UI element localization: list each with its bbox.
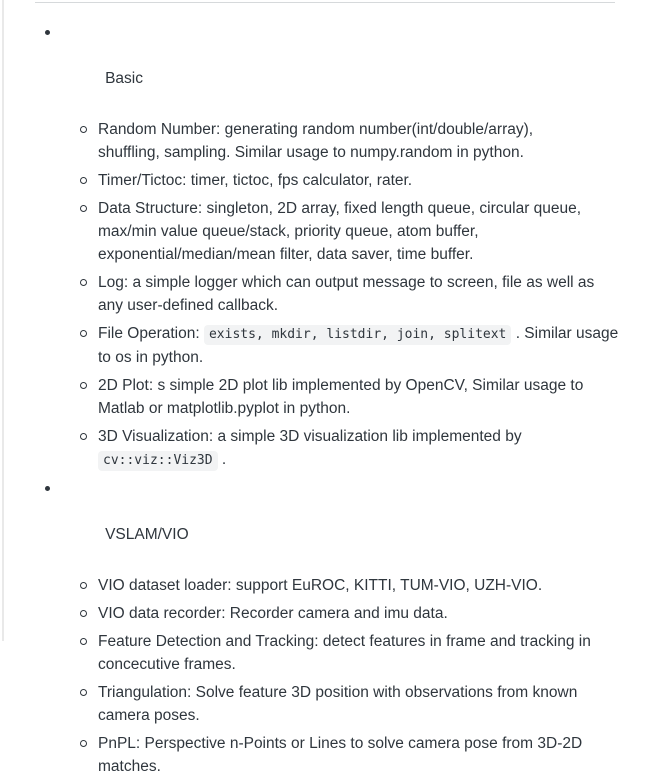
inline-code: cv::viz::Viz3D (98, 451, 218, 471)
item-text: VIO dataset loader: support EuROC, KITTI, TUM-VIO, UZH-VIO. (98, 577, 543, 594)
circle-bullet-icon (80, 126, 87, 133)
text-line (98, 704, 645, 727)
list-item-3d-visualization (0, 425, 645, 472)
item-text: camera poses. (98, 707, 200, 724)
basic-sub-list (0, 118, 645, 472)
content-top-divider (35, 2, 615, 3)
text-line (98, 220, 645, 243)
item-text: concecutive frames. (98, 656, 236, 673)
text-line (98, 271, 645, 294)
section-title-label: Basic (105, 70, 143, 87)
list-section-vslam-vio (0, 477, 645, 778)
item-text: to os in python. (98, 349, 204, 366)
circle-bullet-icon (80, 382, 87, 389)
item-text: exponential/median/mean filter, data saver, time buffer. (98, 246, 474, 263)
text-line (98, 574, 645, 597)
text-line (98, 322, 645, 346)
list-item-pnpl (0, 732, 645, 778)
list-item-data-structure (0, 197, 645, 266)
item-text: Data Structure: singleton, 2D array, fixed length queue, circular queue, (98, 200, 582, 217)
text-line (98, 141, 645, 164)
circle-bullet-icon (80, 582, 87, 589)
list-item-2d-plot (0, 374, 645, 420)
list-item-log (0, 271, 645, 317)
text-line (98, 732, 645, 755)
text-line (98, 346, 645, 369)
text-line (98, 243, 645, 266)
circle-bullet-icon (80, 205, 87, 212)
text-line (98, 169, 645, 192)
list-item-feature-detection-tracking (0, 630, 645, 676)
text-line (98, 630, 645, 653)
list-section-basic (0, 21, 645, 472)
item-text: Log: a simple logger which can output message to screen, file as well as (98, 274, 595, 291)
text-line (98, 448, 645, 472)
text-line (98, 118, 645, 141)
item-text: matches. (98, 758, 161, 775)
text-line (98, 425, 645, 448)
list-item-vio-data-recorder (0, 602, 645, 625)
circle-bullet-icon (80, 638, 87, 645)
text-line (98, 602, 645, 625)
circle-bullet-icon (80, 330, 87, 337)
item-text: shuffling, sampling. Similar usage to numpy.random in python. (98, 144, 524, 161)
feature-list-content (0, 21, 645, 778)
item-text: 2D Plot: s simple 2D plot lib implemented by OpenCV, Similar usage to (98, 377, 584, 394)
item-text: Timer/Tictoc: timer, tictoc, fps calculator, rater. (98, 172, 413, 189)
text-line (98, 197, 645, 220)
item-text: . Similar usage (511, 325, 619, 342)
item-text: Triangulation: Solve feature 3D position with observations from known (98, 684, 578, 701)
circle-bullet-icon (80, 740, 87, 747)
list-item-vio-dataset-loader (0, 574, 645, 597)
text-line (98, 374, 645, 397)
text-line (98, 755, 645, 778)
item-text: 3D Visualization: a simple 3D visualization lib implemented by (98, 428, 522, 445)
list-item-file-operation (0, 322, 645, 369)
text-line (98, 397, 645, 420)
text-line (98, 294, 645, 317)
item-text: Random Number: generating random number(int/double/array), (98, 121, 534, 138)
item-text: max/min value queue/stack, priority queue, atom buffer, (98, 223, 479, 240)
circle-bullet-icon (80, 279, 87, 286)
list-item-triangulation (0, 681, 645, 727)
circle-bullet-icon (80, 610, 87, 617)
circle-bullet-icon (80, 689, 87, 696)
list-item-random-number (0, 118, 645, 164)
section-title-basic (0, 21, 645, 113)
section-title-label: VSLAM/VIO (105, 526, 189, 543)
vslam-sub-list (0, 574, 645, 778)
list-item-timer-tictoc (0, 169, 645, 192)
section-title-vslam-vio (0, 477, 645, 569)
text-line (98, 681, 645, 704)
item-text: Matlab or matplotlib.pyplot in python. (98, 400, 351, 417)
disc-bullet-icon (45, 30, 50, 35)
circle-bullet-icon (80, 433, 87, 440)
item-text: Feature Detection and Tracking: detect features in frame and tracking in (98, 633, 591, 650)
item-text: File Operation: (98, 325, 204, 342)
disc-bullet-icon (45, 486, 50, 491)
item-text: PnPL: Perspective n-Points or Lines to solve camera pose from 3D-2D (98, 735, 583, 752)
item-text: . (217, 451, 227, 468)
item-text: any user-defined callback. (98, 297, 279, 314)
inline-code: exists, mkdir, listdir, join, splitext (204, 325, 511, 345)
circle-bullet-icon (80, 177, 87, 184)
item-text: VIO data recorder: Recorder camera and imu data. (98, 605, 448, 622)
feature-list (0, 21, 645, 778)
text-line (98, 653, 645, 676)
